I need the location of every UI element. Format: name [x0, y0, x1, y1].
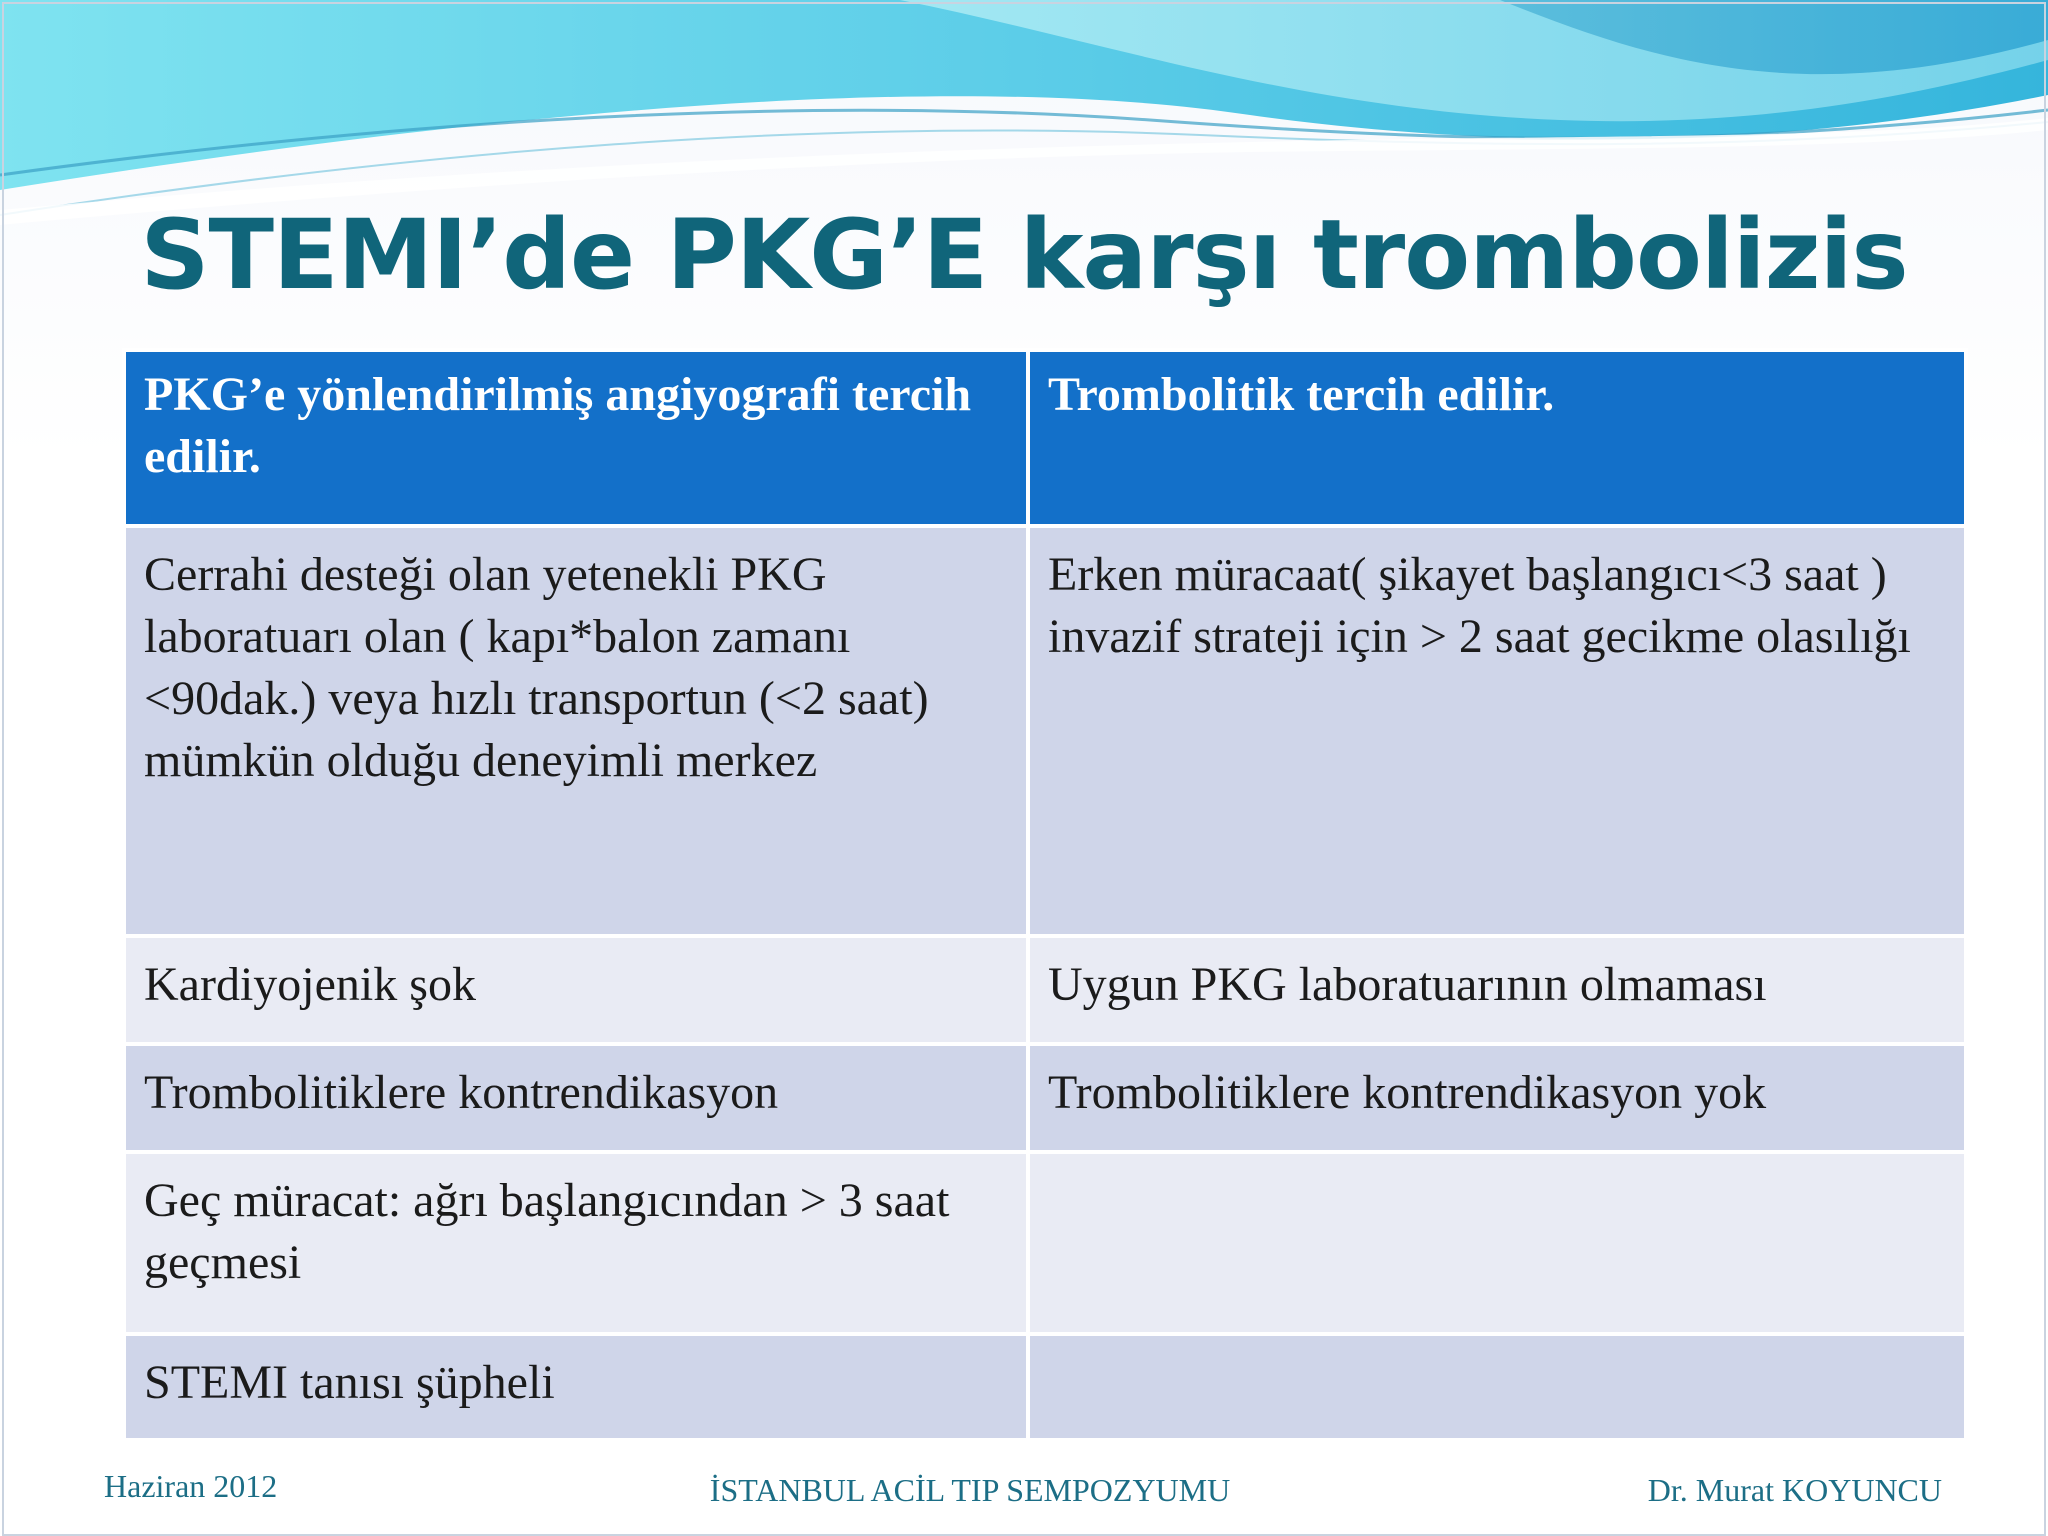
table-cell [1028, 1152, 1966, 1334]
table-header-row [124, 350, 1966, 526]
table-cell: Kardiyojenik şok [124, 936, 1028, 1044]
table-row [124, 936, 1966, 1044]
header-angiography: PKG’e yönlendirilmiş angiyografi tercih edilir. [124, 350, 1028, 526]
table-row [124, 1044, 1966, 1152]
table-row [124, 526, 1966, 936]
slide-title: STEMI’de PKG’E karşı trombolizis [140, 199, 1908, 311]
table-cell: Erken müracaat( şikayet başlangıcı<3 saat ) invazif strateji için > 2 saat gecikme olasılığı [1028, 526, 1966, 936]
footer-event: İSTANBUL ACİL TIP SEMPOZYUMU [709, 1472, 1231, 1508]
table-cell: Trombolitiklere kontrendikasyon yok [1028, 1044, 1966, 1152]
comparison-table [122, 348, 1968, 1442]
table-cell: Geç müracat: ağrı başlangıcından > 3 saat geçmesi [124, 1152, 1028, 1334]
table-row [124, 1152, 1966, 1334]
table-cell: Trombolitiklere kontrendikasyon [124, 1044, 1028, 1152]
table-cell: STEMI tanısı şüpheli [124, 1334, 1028, 1440]
table-cell [1028, 1334, 1966, 1440]
header-thrombolytic: Trombolitik tercih edilir. [1028, 350, 1966, 526]
footer-date: Haziran 2012 [104, 1468, 278, 1504]
footer-author: Dr. Murat KOYUNCU [1647, 1472, 1942, 1508]
table-row [124, 1334, 1966, 1440]
table-cell: Uygun PKG laboratuarının olmaması [1028, 936, 1966, 1044]
table-cell: Cerrahi desteği olan yetenekli PKG laboratuarı olan ( kapı*balon zamanı <90dak.) veya hızlı transportun (<2 saat) mümkün olduğu deneyimli merkez [124, 526, 1028, 936]
